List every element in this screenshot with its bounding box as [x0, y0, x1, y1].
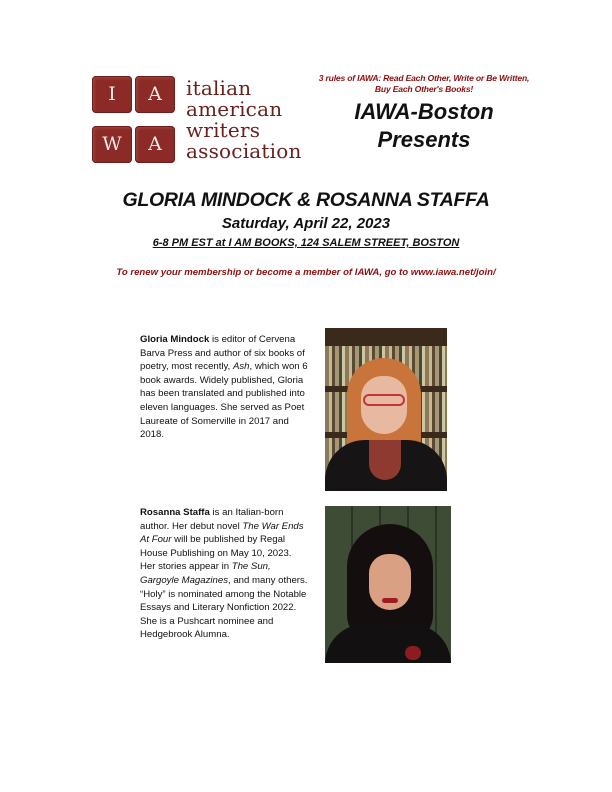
event-venue: 6-8 PM EST at I AM BOOKS, 124 SALEM STREET, BOSTON [152, 237, 460, 249]
portrait-lips [382, 598, 398, 603]
membership-renew-notice: To renew your membership or become a member of IAWA, go to www.iawa.net/join/ [116, 267, 496, 278]
bio-text: is an Italian-born author. Her debut novel [140, 507, 284, 532]
event-title: GLORIA MINDOCK & ROSANNA STAFFA [122, 189, 490, 211]
portrait-necklace [369, 440, 401, 480]
iawa-rules-tagline: 3 rules of IAWA: Read Each Other, Write or Be Written, Buy Each Other's Books! [318, 73, 530, 94]
event-date: Saturday, April 22, 2023 [221, 215, 391, 232]
logo-tile-w: W [92, 126, 132, 163]
bio-name: Gloria Mindock [140, 334, 210, 345]
logo-word-american: american [186, 97, 283, 121]
portrait-flower [405, 646, 421, 660]
bio-rosanna-staffa [140, 506, 308, 642]
logo-tile-a2: A [135, 126, 175, 163]
portrait-body [325, 624, 451, 663]
portrait-glasses [363, 394, 405, 406]
presents-line-1: IAWA-Boston [354, 99, 494, 124]
bio-text: , which won 6 book awards. Widely published, Gloria has been translated and published into eleven languages. She served as Poet Laureate of Somerville in 2017 and 2018. [140, 361, 308, 441]
bio-text: , and many others. “Holy” is nominated among the Notable Essays and Literary Nonfiction 2022. She is a Pushcart nominee and Hedgebrook Alumna. [140, 574, 308, 641]
logo-word-writers: writers [186, 118, 261, 142]
bio-name: Rosanna Staffa [140, 507, 210, 518]
presents-heading [318, 98, 530, 154]
publication-titles: The Sun, Gargoyle Magazines [140, 561, 271, 586]
book-title: Ash [232, 361, 250, 373]
presents-line-2: Presents [377, 127, 471, 152]
iawa-logo [92, 76, 312, 168]
logo-tile-i: I [92, 76, 132, 113]
bio-text: will be published by Regal House Publishing on May 10, 2023. Her stories appear in [140, 534, 292, 573]
logo-tile-a: A [135, 76, 175, 113]
logo-wordmark [186, 78, 302, 162]
logo-word-association: association [186, 139, 302, 163]
photo-gloria-mindock [325, 328, 447, 491]
bio-gloria-mindock [140, 333, 308, 442]
bio-text: is editor of Cervena Barva Press and author of six books of poetry, most recently, [140, 334, 305, 373]
logo-word-italian: italian [186, 76, 252, 100]
photo-rosanna-staffa [325, 506, 451, 663]
book-title: The War Ends At Four [140, 520, 304, 546]
